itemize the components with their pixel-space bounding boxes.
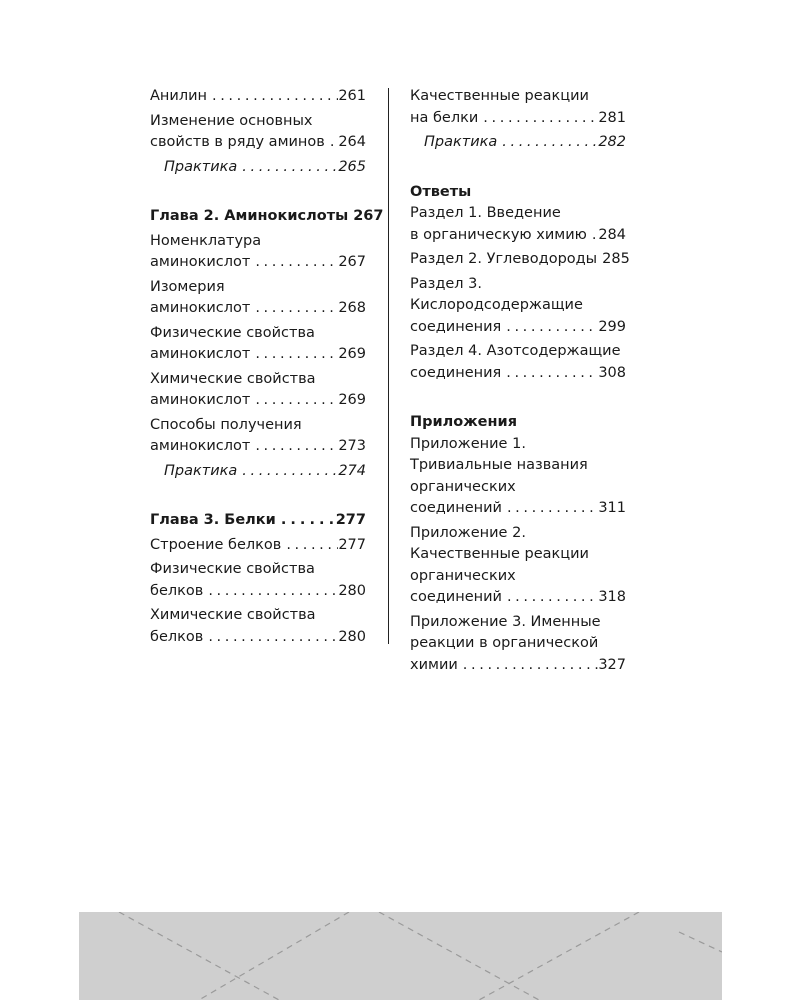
leader-dots — [502, 132, 598, 154]
toc-line — [410, 274, 626, 296]
toc-line — [410, 544, 626, 566]
leader-dots — [242, 157, 338, 179]
toc-right-column — [410, 86, 630, 679]
entry-title: Строение белков — [150, 536, 282, 553]
toc-line — [150, 390, 366, 412]
toc-entry — [410, 86, 626, 129]
toc-line — [410, 86, 626, 108]
page-number: 299 — [598, 318, 626, 335]
entry-title: соединения — [410, 364, 502, 381]
entry-title: Химические свойства — [150, 607, 316, 623]
toc-line — [150, 510, 366, 532]
leader-dots — [255, 344, 338, 366]
toc-line — [410, 523, 626, 545]
toc-line — [150, 132, 366, 154]
cover-pattern-band — [79, 912, 722, 1000]
entry-title: Физические свойства — [150, 324, 315, 341]
page-number: 327 — [598, 656, 626, 673]
entry-title: аминокислот — [150, 346, 251, 362]
entry-title: Качественные реакции — [410, 88, 589, 104]
entry-title: белков — [150, 628, 204, 645]
entry-title: Тривиальные названия — [410, 457, 588, 473]
toc-entry — [410, 203, 626, 246]
page-number: 280 — [338, 582, 366, 599]
leader-dots — [506, 363, 598, 385]
leader-dots — [281, 510, 336, 532]
leader-dots — [463, 655, 599, 677]
toc-line — [410, 455, 626, 477]
toc-line — [410, 317, 626, 339]
toc-entry — [410, 274, 626, 339]
page-number: 281 — [598, 109, 626, 126]
entry-title: Изомерия — [150, 278, 225, 295]
toc-line — [410, 587, 626, 609]
toc-line — [410, 655, 626, 677]
toc-entry — [410, 249, 630, 271]
toc-entry — [410, 434, 626, 520]
toc-entry — [150, 510, 366, 532]
toc-line — [150, 627, 366, 649]
toc-entry — [150, 415, 366, 458]
toc-line — [410, 434, 626, 456]
page-number: 264 — [338, 134, 366, 150]
toc-line — [164, 461, 366, 483]
toc-line — [150, 581, 366, 603]
page-number: 268 — [338, 300, 366, 316]
entry-title: Раздел 1. Введение — [410, 205, 561, 221]
toc-line — [410, 363, 626, 385]
toc-entry — [150, 231, 366, 274]
entry-title: Приложение 2. — [410, 524, 526, 541]
page-number: 265 — [338, 158, 366, 175]
entry-title: Качественные реакции — [410, 546, 589, 562]
leader-dots — [208, 627, 338, 649]
leader-dots — [330, 132, 338, 154]
toc-entry — [150, 535, 366, 557]
toc-line — [150, 231, 366, 253]
toc-line — [164, 157, 366, 179]
entry-title: химии — [410, 656, 458, 673]
toc-line — [150, 605, 366, 627]
entry-title: в органическую химию — [410, 226, 587, 243]
toc-line — [150, 369, 366, 391]
toc-line — [150, 206, 384, 228]
toc-line — [410, 477, 626, 499]
dashed-pattern — [79, 912, 722, 1000]
entry-title: Практика — [164, 462, 238, 479]
entry-title: органических — [410, 567, 516, 584]
page-number: 277 — [335, 512, 366, 528]
toc-line — [410, 249, 630, 271]
toc-entry — [150, 157, 366, 179]
page-number: 280 — [338, 628, 366, 645]
leader-dots — [212, 86, 338, 108]
entry-title: Номенклатура — [150, 232, 262, 249]
toc-line — [150, 559, 366, 581]
toc-entry — [150, 461, 366, 483]
toc-entry — [150, 277, 366, 320]
page-number: 282 — [598, 134, 626, 150]
page-number: 311 — [598, 500, 626, 516]
toc-entry — [410, 341, 626, 384]
page-number: 274 — [338, 462, 366, 479]
toc-line — [410, 566, 626, 588]
entry-title: аминокислот — [150, 392, 251, 408]
entry-title: Глава 2. Аминокислоты — [150, 208, 349, 224]
toc-entry — [150, 111, 366, 154]
toc-entry — [150, 605, 366, 648]
toc-left-column — [150, 86, 384, 651]
entry-title: Физические свойства — [150, 561, 315, 577]
toc-line — [150, 535, 366, 557]
toc-line — [410, 203, 626, 225]
leader-dots — [483, 108, 598, 130]
entry-title: Химические свойства — [150, 370, 316, 387]
entry-title: Практика — [164, 158, 238, 175]
toc-line — [150, 86, 366, 108]
toc-entry — [150, 323, 366, 366]
leader-dots — [242, 461, 338, 483]
toc-line — [410, 633, 626, 655]
toc-line — [150, 415, 366, 437]
page-number: 267 — [353, 208, 384, 224]
toc-entry — [150, 86, 366, 108]
toc-entry — [410, 612, 626, 677]
leader-dots — [507, 498, 598, 520]
section-gap — [150, 485, 366, 510]
leader-dots — [255, 298, 338, 320]
entry-title: соединений — [410, 589, 502, 605]
toc-entry — [150, 369, 366, 412]
entry-title: Приложение 3. Именные — [410, 613, 601, 630]
leader-dots — [255, 436, 338, 458]
leader-dots — [255, 390, 338, 412]
toc-line — [410, 498, 626, 520]
entry-title: Кислородсодержащие — [410, 297, 583, 313]
entry-title: Раздел 2. Углеводороды — [410, 251, 598, 267]
entry-title: реакции в органической — [410, 635, 599, 651]
entry-title: аминокислот — [150, 254, 251, 270]
page-number: 261 — [338, 88, 366, 104]
entry-title: белков — [150, 582, 204, 599]
entry-title: Раздел 4. Азотсодержащие — [410, 343, 621, 359]
section-gap — [150, 181, 366, 206]
entry-title: Способы получения — [150, 416, 302, 433]
toc-line — [150, 344, 366, 366]
entry-title: аминокислот — [150, 300, 251, 316]
toc-line — [410, 295, 626, 317]
leader-dots — [286, 535, 338, 557]
leader-dots — [208, 581, 338, 603]
toc-line — [150, 111, 366, 133]
column-divider — [388, 88, 389, 644]
toc-line — [410, 225, 626, 247]
toc-line — [410, 341, 626, 363]
page-number: 277 — [338, 536, 366, 553]
toc-line — [424, 132, 626, 154]
page-number: 269 — [338, 346, 366, 362]
entry-title: соединений — [410, 500, 502, 516]
section-gap — [410, 387, 626, 412]
leader-dots — [506, 317, 598, 339]
page-number: 267 — [338, 254, 366, 270]
answers-heading: Ответы — [410, 183, 472, 200]
toc-line — [150, 323, 366, 345]
entry-title: Анилин — [150, 88, 207, 104]
toc-entry — [150, 206, 384, 228]
toc-line — [410, 108, 626, 130]
toc-line — [150, 277, 366, 299]
toc-entry — [150, 559, 366, 602]
entry-title: Приложение 1. — [410, 435, 526, 452]
page-number: 273 — [338, 438, 366, 454]
page-number: 284 — [598, 226, 626, 243]
entry-title: аминокислот — [150, 438, 251, 454]
section-gap — [410, 157, 626, 182]
toc-entry — [410, 132, 626, 154]
entry-title: Глава 3. Белки — [150, 512, 276, 528]
page-number: 269 — [338, 392, 366, 408]
page-number: 308 — [598, 364, 626, 381]
page-number: 285 — [602, 251, 630, 267]
entry-title: соединения — [410, 318, 502, 335]
entry-title: Практика — [424, 134, 498, 150]
leader-dots — [507, 587, 598, 609]
entry-title: Изменение основных — [150, 112, 313, 129]
entry-title: на белки — [410, 109, 479, 126]
toc-line — [410, 612, 626, 634]
entry-title: органических — [410, 478, 516, 495]
toc-line — [150, 252, 366, 274]
toc-line — [150, 298, 366, 320]
entry-title: свойств в ряду аминов — [150, 134, 325, 150]
page-number: 318 — [598, 589, 626, 605]
toc-line — [150, 436, 366, 458]
appendix-heading: Приложения — [410, 414, 518, 430]
entry-title: Раздел 3. — [410, 275, 482, 292]
leader-dots — [255, 252, 338, 274]
toc-entry — [410, 523, 626, 609]
